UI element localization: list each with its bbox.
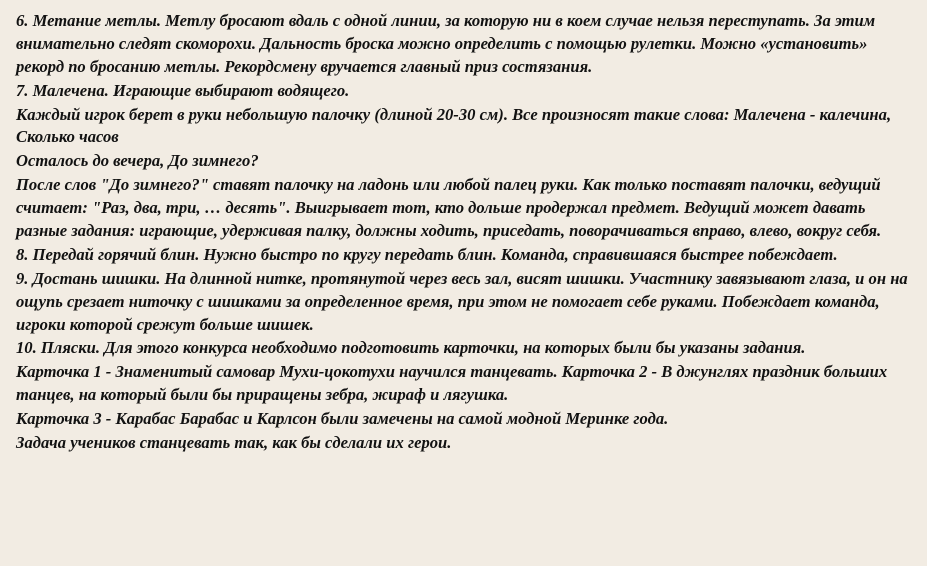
paragraph-after-words: После слов "До зимнего?" ставят палочку на ладонь или любой палец руки. Как только поставят палочки, ведущий считает: "Раз, два, три, … десять". Выигрывает тот, кто дольше продержал предмет. Ведущий может давать разные задания: играющие, удерживая палку, должны ходить, приседать, поворачиваться вправо, влево, вокруг себя. — [16, 175, 882, 241]
paragraph-each-player-stick: Каждый игрок берет в руки небольшую палочку (длиной 20-30 см). Все произносят такие слова: Малечена - калечина, Сколько часов — [16, 104, 892, 147]
document-text-body — [16, 10, 913, 455]
paragraph-task-for-students: Задача учеников станцевать так, как бы сделали их герои. — [16, 433, 452, 453]
paragraph-7-malechena: 7. Малечена. Играющие выбирают водящего. — [16, 80, 350, 100]
paragraph-10-plyaski: 10. Пляски. Для этого конкурса необходимо подготовить карточки, на которых были бы указаны задания. — [16, 338, 806, 358]
paragraph-card-1-and-2: Карточка 1 - Знаменитый самовар Мухи-цокотухи научился танцевать. Карточка 2 - В джунглях праздник больших танцев, на который были бы приращены зебра, жираф и лягушка. — [16, 362, 888, 405]
paragraph-9-dostan-shishki: 9. Достань шишки. На длинной нитке, протянутой через весь зал, висят шишки. Участнику завязывают глаза, и он на ощупь срезает ниточку с шишками за определенное время, при этом не помогает себе руками. Побеждает команда, игроки которой срежут больше шишек. — [16, 268, 908, 334]
paragraph-until-evening: Осталось до вечера, До зимнего? — [16, 151, 259, 171]
paragraph-card-3: Карточка 3 - Карабас Барабас и Карлсон были замечены на самой модной Меринке года. — [16, 409, 669, 429]
paragraph-6-metanie-metly: 6. Метание метлы. Метлу бросают вдаль с одной линии, за которую ни в коем случае нельзя переступать. За этим внимательно следят скоморохи. Дальность броска можно определить с помощью рулетки. Можно «установить» рекорд по бросанию метлы. Рекордсмену вручается главный приз состязания. — [16, 11, 876, 76]
paragraph-8-peredai-blin: 8. Передай горячий блин. Нужно быстро по кругу передать блин. Команда, справившаяся быстрее побеждает. — [16, 244, 838, 264]
